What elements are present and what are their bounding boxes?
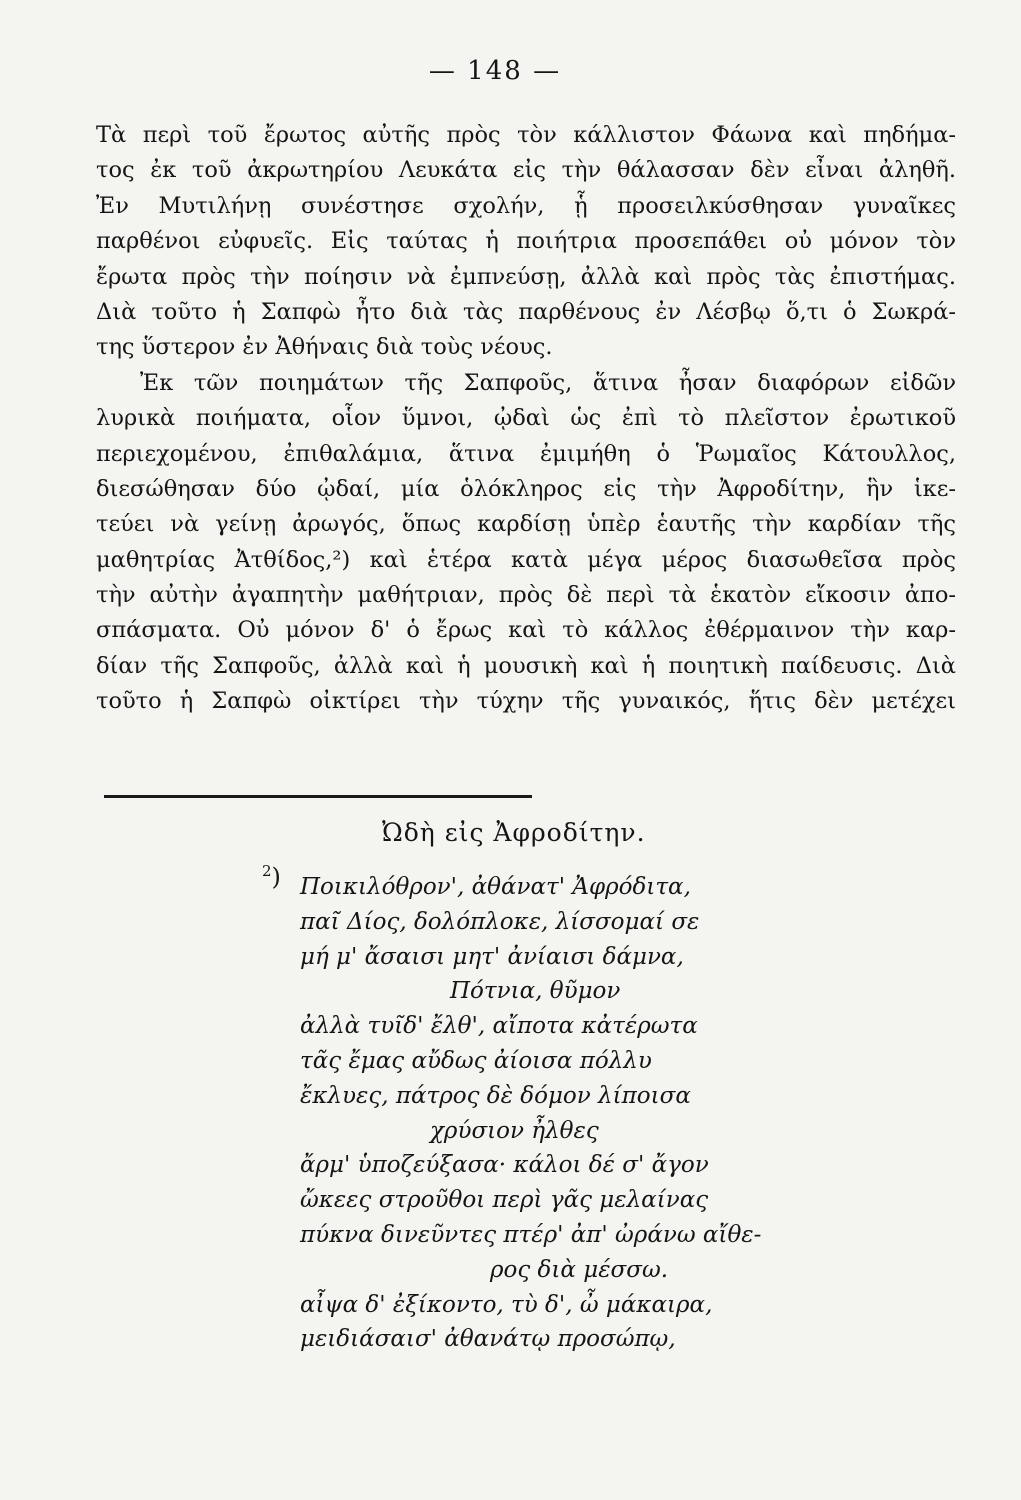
ode-title: Ὠδὴ εἰς Ἀφροδίτην. [382,818,646,847]
poem-line: αἶψα δ' ἐξίκοντο, τὺ δ', ὦ μάκαιρα, [300,1291,713,1318]
body-line: τοῦτο ἡ Σαπφὼ οἰκτίρει τὴν τύχην τῆς γυναικός, ἥτις δὲν μετέχει [96,688,956,715]
poem-line: παῖ Δίος, δολόπλοκε, λίσσομαί σε [300,908,700,935]
body-line: της ὕστερον ἐν Ἀθήναις διὰ τοὺς νέους. [96,334,553,361]
page-number: — 148 — [428,56,562,86]
poem-line: ἔκλυες, πάτρος δὲ δόμον λίποισα [300,1082,691,1109]
body-line: Ἐν Μυτιλήνῃ συνέστησε σχολήν, ᾗ προσειλκύσθησαν γυναῖκες [96,192,956,219]
body-line: τεύει νὰ γείνῃ ἀρωγός, ὅπως καρδίσῃ ὑπὲρ ἑαυτῆς τὴν καρδίαν τῆς [96,511,956,538]
poem-line: ρος διὰ μέσσω. [490,1256,669,1283]
body-line: σπάσματα. Οὐ μόνον δ' ὁ ἔρως καὶ τὸ κάλλος ἐθέρμαινον τὴν καρ- [96,617,956,644]
body-line: δίαν τῆς Σαπφοῦς, ἀλλὰ καὶ ἡ μουσικὴ καὶ ἡ ποιητικὴ παίδευσις. Διὰ [96,652,956,679]
body-line: Ἐκ τῶν ποιημάτων τῆς Σαπφοῦς, ἅτινα ἦσαν διαφόρων εἰδῶν [140,369,956,396]
body-line: Τὰ περὶ τοῦ ἔρωτος αὐτῆς πρὸς τὸν κάλλιστον Φάωνα καὶ πηδήμα- [96,122,956,148]
body-line: Διὰ τοῦτο ἡ Σαπφὼ ἦτο διὰ τὰς παρθένους ἐν Λέσβῳ ὅ,τι ὁ Σωκρά- [96,298,956,325]
poem-line: ὤκεες στροῦθοι περὶ γᾶς μελαίνας [300,1187,709,1214]
body-line: τος ἐκ τοῦ ἀκρωτηρίου Λευκάτα εἰς τὴν θάλασσαν δὲν εἶναι ἀληθῆ. [96,157,956,184]
poem-line: τᾶς ἔμας αὔδως ἀίοισα πόλλυ [300,1047,652,1074]
footnote-number: 2 [262,862,272,880]
poem-line: μειδιάσαισ' ἀθανάτῳ προσώπῳ, [300,1326,676,1353]
body-line: περιεχομένου, ἐπιθαλάμια, ἅτινα ἐμιμήθη ὁ Ῥωμαῖος Κάτουλλος, [96,440,956,467]
poem-line: ἀλλὰ τυῖδ' ἔλθ', αἴποτα κἀτέρωτα [300,1013,698,1040]
poem-line: Ποικιλόθρον', ἀθάνατ' Ἀφρόδιτα, [300,874,691,900]
body-line: παρθένοι εὐφυεῖς. Εἰς ταύτας ἡ ποιήτρια προσεπάθει οὐ μόνον τὸν [96,228,956,255]
body-line: τὴν αὐτὴν ἀγαπητὴν μαθήτριαν, πρὸς δὲ περὶ τὰ ἑκατὸν εἴκοσιν ἀπο- [96,582,956,609]
poem-line: χρύσιον ἦλθες [430,1117,599,1144]
poem [300,870,761,1357]
poem-line: ἄρμ' ὑποζεύξασα· κάλοι δέ σ' ἄγον [300,1152,709,1179]
body-line: λυρικὰ ποιήματα, οἷον ὕμνοι, ᾠδαὶ ὡς ἐπὶ τὸ πλεῖστον ἐρωτικοῦ [96,405,956,432]
poem-line: πύκνα δινεῦντες πτέρ' ἀπ' ὠράνω αἴθε- [300,1221,762,1248]
body-text [96,118,956,720]
body-line: μαθητρίας Ἀτθίδος,²) καὶ ἑτέρα κατὰ μέγα μέρος διασωθεῖσα πρὸς [96,546,956,573]
poem-line: μή μ' ἄσαισι μητ' ἀνίαισι δάμνα, [300,943,684,970]
body-line: διεσώθησαν δύο ᾠδαί, μία ὁλόκληρος εἰς τὴν Ἀφροδίτην, ἣν ἱκε- [96,475,956,502]
footnote-marker: $^2$) [262,862,281,891]
footnote-rule [104,795,532,798]
poem-line: Πότνια, θῦμον [450,978,621,1005]
body-line: ἔρωτα πρὸς τὴν ποίησιν νὰ ἐμπνεύσῃ, ἀλλὰ καὶ πρὸς τὰς ἐπιστήμας. [96,263,956,290]
